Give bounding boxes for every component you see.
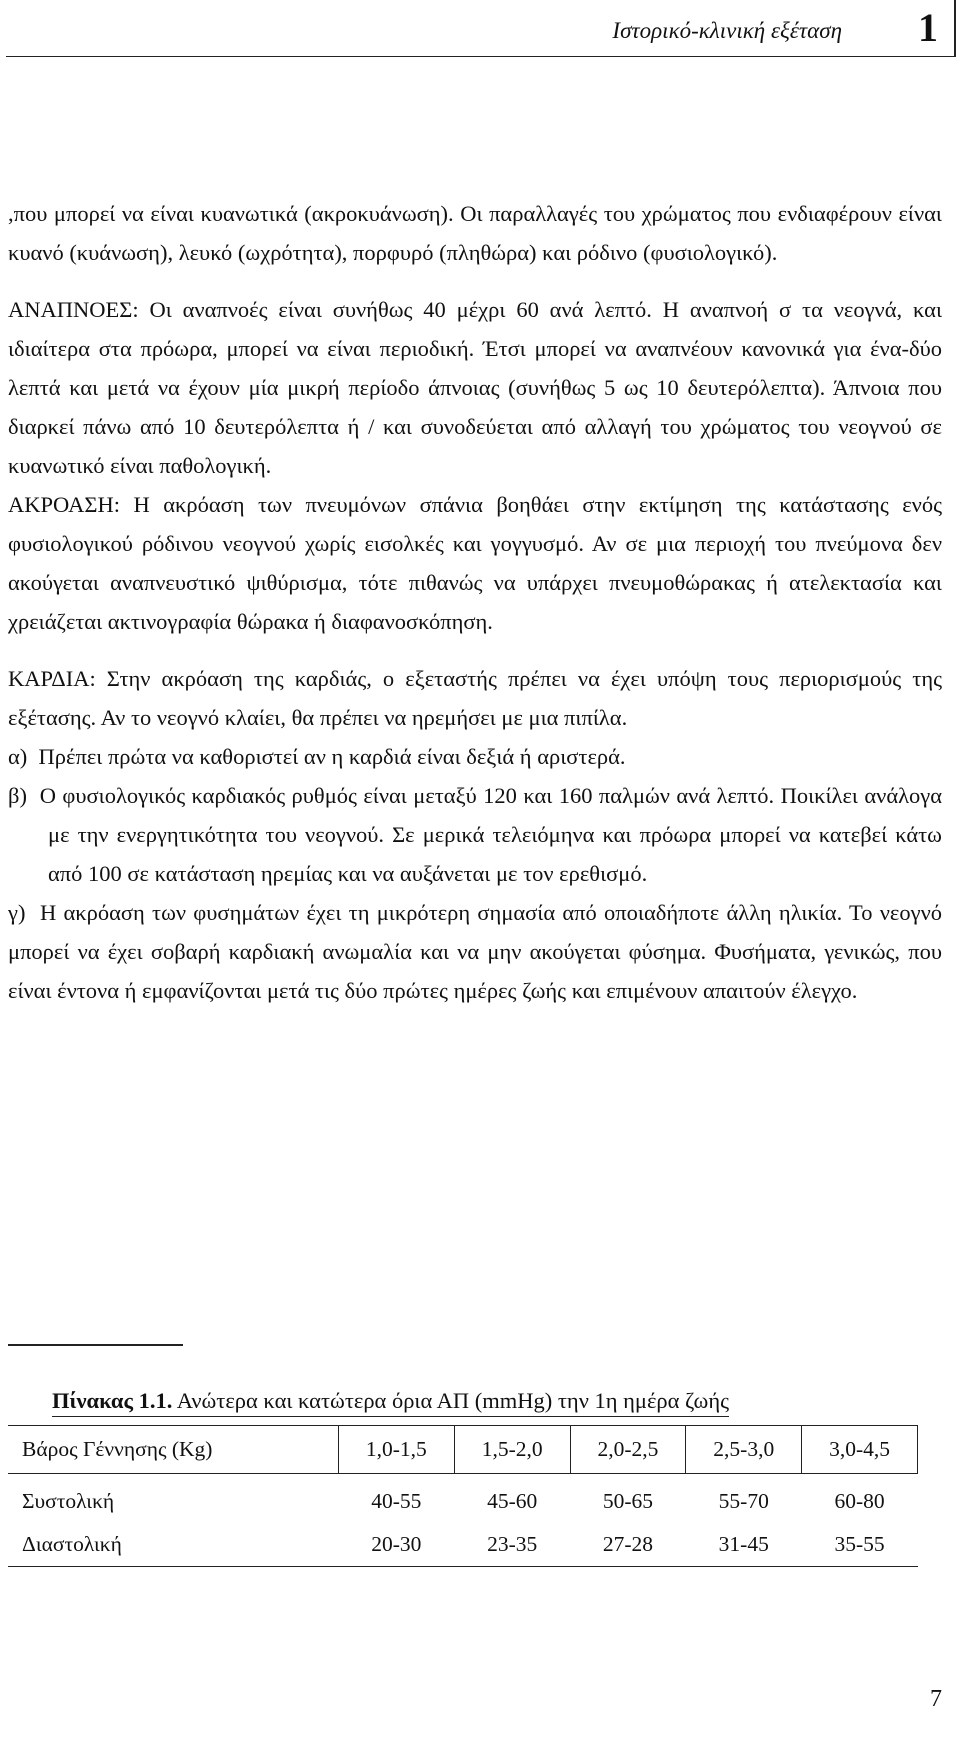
table-cell: 45-60 — [487, 1489, 538, 1513]
paragraph-skin-color: ,που μπορεί να είναι κυανωτικά (ακροκυάνωση). Οι παραλλαγές του χρώματος που ενδιαφέρουν είναι κυανό (κυάνωση), λευκό (ωχρότητα), πορφυρό (πληθώρα) και ρόδινο (φυσιολογικό). — [8, 201, 942, 265]
table-header-cell: 2,5-3,0 — [686, 1426, 802, 1474]
table-cell: 20-30 — [338, 1523, 454, 1567]
table-row-diastolic — [8, 1523, 918, 1567]
running-header-title: Ιστορικό-κλινική εξέταση — [612, 18, 842, 43]
table-caption — [52, 1388, 729, 1417]
table-header-cell: 3,0-4,5 — [802, 1426, 918, 1474]
body-text — [8, 194, 942, 1010]
table-header-cell: 1,0-1,5 — [338, 1426, 454, 1474]
list-item-c: γ) Η ακρόαση των φυσημάτων έχει τη μικρότερη σημασία από οποιαδήποτε άλλη ηλικία. Το νεογνό μπορεί να έχει σοβαρή καρδιακή ανωμαλία και να μην ακούγεται φύσημα. Φυσήματα, γενικώς, που είναι έντονα ή εμφανίζονται μετά τις δύο πρώτες ημέρες ζωής και επιμένουν απαιτούν έλεγχο. — [8, 900, 942, 1003]
table-row-systolic — [8, 1474, 918, 1524]
table-cell: Διαστολική — [8, 1523, 338, 1567]
table-cell: 60-80 — [834, 1489, 885, 1513]
paragraph-auscultation: ΑΚΡΟΑΣΗ: Η ακρόαση των πνευμόνων σπάνια βοηθάει στην εκτίμηση της κατάστασης ενός φυσιολογικού ρόδινου νεογνού χωρίς εισολκές και γογγυσμό. Αν σε μια περιοχή του πνεύμονα δεν ακούγεται αναπνευστικό ψιθύρισμα, τότε πιθανώς να υπάρχει πνευμοθώρακας ή ατελεκτασία και χρειάζεται ακτινογραφία θώρακα ή διαφανοσκόπηση. — [8, 492, 942, 634]
table-cell: 27-28 — [570, 1523, 686, 1567]
table-header-cell: 1,5-2,0 — [454, 1426, 570, 1474]
paragraph-breathing: ΑΝΑΠΝΟΕΣ: Οι αναπνοές είναι συνήθως 40 μέχρι 60 ανά λεπτό. Η αναπνοή σ τα νεογνά, και ιδιαίτερα στα πρόωρα, μπορεί να είναι περιοδική. Έτσι μπορεί να αναπνέουν κανονικά για ένα-δύο λεπτά και μετά να έχουν μία μικρή περίοδο άπνοιας (συνήθως 5 ως 10 δευτερόλεπτα). Άπνοια που διαρκεί πάνω από 10 δευτερόλεπτα ή / και συνοδεύεται από αλλαγή του χρώματος του νεογνού σε κυανωτικό είναι παθολογική. — [8, 297, 942, 478]
table-header-cell: Βάρος Γέννησης (Kg) — [8, 1426, 338, 1474]
running-header — [6, 0, 956, 57]
blood-pressure-table — [8, 1425, 918, 1567]
paragraph-heart: ΚΑΡΔΙΑ: Στην ακρόαση της καρδιάς, ο εξεταστής πρέπει να έχει υπόψη τους περιορισμούς της εξέτασης. Αν το νεογνό κλαίει, θα πρέπει να ηρεμήσει με μια πιπίλα. — [8, 666, 942, 730]
table-cell: 50-65 — [602, 1489, 654, 1513]
chapter-number: 1 — [918, 5, 938, 50]
table-cell: Συστολική — [22, 1489, 115, 1513]
list-item-a: α) Πρέπει πρώτα να καθοριστεί αν η καρδιά είναι δεξιά ή αριστερά. — [8, 744, 626, 769]
table-cell: 23-35 — [454, 1523, 570, 1567]
table-header-row — [8, 1426, 918, 1474]
section-divider — [8, 1344, 183, 1346]
table-cell: 40-55 — [371, 1489, 422, 1513]
list-item-b: β) Ο φυσιολογικός καρδιακός ρυθμός είναι μεταξύ 120 και 160 παλμών ανά λεπτό. Ποικίλει ανάλογα με την ενεργητικότητα του νεογνού. Σε μερικά τελειόμηνα και πρόωρα μπορεί να κατεβεί κάτω από 100 σε κατάσταση ηρεμίας και να αυξάνεται με τον ερεθισμό. — [8, 783, 942, 886]
table-cell: 31-45 — [686, 1523, 802, 1567]
header-vertical-rule — [954, 0, 956, 56]
table-caption-text: Ανώτερα και κατώτερα όρια ΑΠ (mmHg) την 1η ημέρα ζωής — [172, 1388, 730, 1413]
table-header-cell: 2,0-2,5 — [570, 1426, 686, 1474]
table-cell: 55-70 — [718, 1489, 769, 1513]
table-cell: 35-55 — [802, 1523, 918, 1567]
table-caption-label: Πίνακας 1.1. — [52, 1388, 173, 1413]
page-number: 7 — [930, 1686, 942, 1712]
